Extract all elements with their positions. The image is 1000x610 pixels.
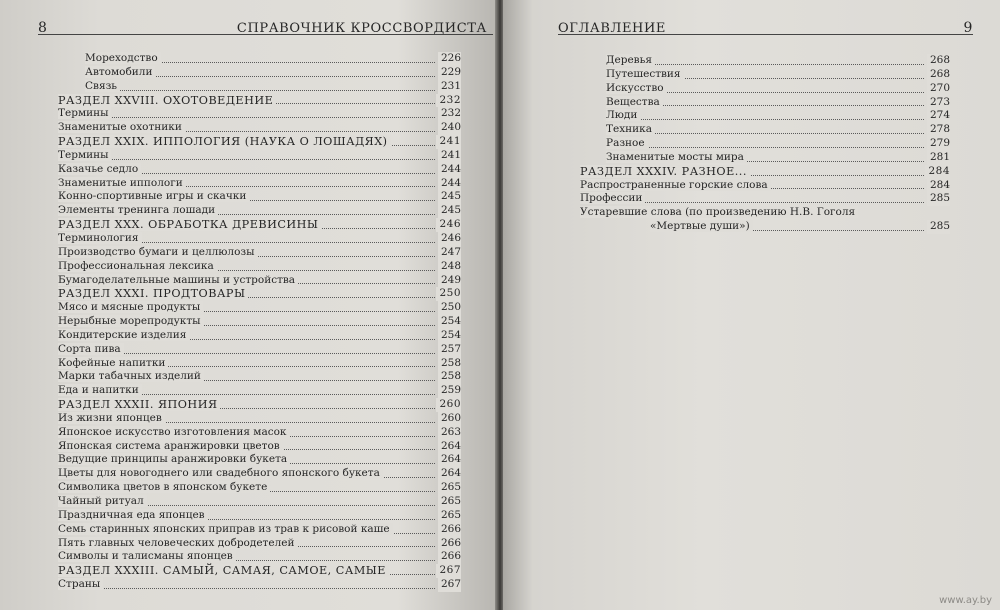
toc-entry-title-text: Путешествия bbox=[606, 68, 684, 80]
toc-entry-title-text: Знаменитые охотники bbox=[58, 121, 185, 133]
toc-entry bbox=[580, 82, 950, 96]
toc-page-number: 232 bbox=[438, 107, 461, 121]
toc-entry-title-text: Бумагоделательные машины и устройства bbox=[58, 274, 298, 286]
toc-entry-title bbox=[58, 467, 383, 481]
watermark: www.ay.by bbox=[939, 595, 992, 606]
toc-page-number: 240 bbox=[438, 121, 461, 135]
toc-page-number: 264 bbox=[438, 440, 461, 454]
toc-entry-title bbox=[58, 357, 168, 371]
toc-page-number: 245 bbox=[438, 204, 461, 218]
toc-entry-title-text: Термины bbox=[58, 107, 111, 119]
toc-entry-title-text: Конно-спортивные игры и скачки bbox=[58, 190, 249, 202]
toc-page-number: 267 bbox=[438, 578, 461, 592]
toc-entry bbox=[58, 523, 461, 537]
toc-page-number: 267 bbox=[436, 564, 461, 578]
toc-entry-title-text: Знаменитые иппологи bbox=[58, 177, 186, 189]
toc-entry bbox=[58, 246, 461, 260]
toc-entry-title-text: Ведущие принципы аранжировки букета bbox=[58, 453, 290, 465]
toc-entry bbox=[58, 426, 461, 440]
toc-entry bbox=[580, 54, 950, 68]
toc-entry-title bbox=[58, 218, 321, 232]
toc-entry bbox=[58, 329, 461, 343]
left-page-number: 8 bbox=[38, 20, 48, 36]
left-toc-list bbox=[58, 52, 461, 592]
toc-entry bbox=[58, 550, 461, 564]
toc-entry-title bbox=[58, 107, 111, 121]
left-running-head bbox=[38, 14, 493, 35]
toc-entry-title-text: Японская система аранжировки цветов bbox=[58, 440, 283, 452]
right-page-number: 9 bbox=[963, 20, 973, 36]
toc-section-heading bbox=[58, 218, 461, 232]
toc-entry-title bbox=[606, 96, 663, 110]
toc-entry bbox=[58, 260, 461, 274]
toc-entry-title bbox=[58, 121, 185, 135]
toc-entry-title bbox=[606, 109, 640, 123]
toc-entry bbox=[58, 163, 461, 177]
toc-entry-title-text: Автомобили bbox=[85, 66, 155, 78]
toc-entry-title bbox=[58, 301, 203, 315]
toc-page-number: 246 bbox=[438, 232, 461, 246]
toc-entry-title-text: Из жизни японцев bbox=[58, 412, 165, 424]
toc-entry-title bbox=[650, 220, 753, 234]
toc-page-number: 265 bbox=[438, 509, 461, 523]
toc-entry-title-text: Термины bbox=[58, 149, 111, 161]
toc-entry-title bbox=[58, 94, 276, 108]
toc-page-number: 285 bbox=[927, 192, 950, 206]
toc-page-number: 250 bbox=[438, 301, 461, 315]
toc-section-heading bbox=[58, 564, 461, 578]
toc-page-number: 241 bbox=[436, 135, 461, 149]
left-page bbox=[0, 0, 497, 610]
toc-entry-title bbox=[58, 453, 290, 467]
toc-leader-dots bbox=[58, 117, 435, 118]
toc-section-heading bbox=[58, 135, 461, 149]
toc-entry-title bbox=[580, 179, 771, 193]
toc-page-number: 258 bbox=[438, 370, 461, 384]
toc-entry-title-text: Праздничная еда японцев bbox=[58, 509, 208, 521]
toc-entry-title-text: Символика цветов в японском букете bbox=[58, 481, 270, 493]
toc-entry-title bbox=[58, 329, 189, 343]
toc-page-number: 254 bbox=[438, 329, 461, 343]
toc-entry-title bbox=[58, 204, 218, 218]
toc-entry-title-text: РАЗДЕЛ XXXI. ПРОДТОВАРЫ bbox=[58, 287, 248, 300]
left-running-head-title: СПРАВОЧНИК КРОССВОРДИСТА bbox=[236, 21, 487, 36]
toc-page-number: 250 bbox=[436, 287, 461, 301]
toc-entry-title bbox=[606, 54, 655, 68]
toc-entry-title bbox=[58, 440, 283, 454]
toc-leader-dots bbox=[85, 90, 435, 91]
toc-entry bbox=[58, 357, 461, 371]
toc-page-number: 247 bbox=[438, 246, 461, 260]
toc-entry-title-text: Вещества bbox=[606, 96, 663, 108]
toc-page-number: 241 bbox=[438, 149, 461, 163]
toc-entry bbox=[58, 232, 461, 246]
toc-page-number: 266 bbox=[438, 523, 461, 537]
toc-page-number: 278 bbox=[927, 123, 950, 137]
toc-page-number: 284 bbox=[927, 179, 950, 193]
toc-page-number: 257 bbox=[438, 343, 461, 357]
toc-entry-title-text: Кондитерские изделия bbox=[58, 329, 189, 341]
toc-entry-title-text: РАЗДЕЛ XXVIII. ОХОТОВЕДЕНИЕ bbox=[58, 94, 276, 107]
toc-entry bbox=[58, 121, 461, 135]
toc-entry-title-text: РАЗДЕЛ XXXII. ЯПОНИЯ bbox=[58, 398, 220, 411]
toc-entry-title-text: РАЗДЕЛ XXIX. ИППОЛОГИЯ (НАУКА О ЛОШАДЯХ) bbox=[58, 135, 391, 148]
right-running-head bbox=[558, 14, 973, 35]
toc-page-number: 248 bbox=[438, 260, 461, 274]
toc-section-heading bbox=[58, 398, 461, 412]
toc-entry-title bbox=[58, 523, 393, 537]
toc-page-number: 246 bbox=[436, 218, 461, 232]
toc-page-number: 254 bbox=[438, 315, 461, 329]
toc-section-heading bbox=[58, 94, 461, 108]
toc-entry-title bbox=[58, 481, 270, 495]
toc-page-number: 244 bbox=[438, 177, 461, 191]
toc-entry-title-text: Связь bbox=[85, 80, 120, 92]
toc-entry bbox=[58, 177, 461, 191]
toc-page-number: 258 bbox=[438, 357, 461, 371]
toc-entry-title-text: Кофейные напитки bbox=[58, 357, 168, 369]
toc-entry-title bbox=[606, 137, 648, 151]
toc-page-number: 260 bbox=[438, 412, 461, 426]
toc-entry bbox=[58, 370, 461, 384]
toc-leader-dots bbox=[606, 147, 924, 148]
toc-entry-title bbox=[606, 82, 667, 96]
toc-leader-dots bbox=[58, 159, 435, 160]
toc-entry-title-text: Семь старинных японских приправ из трав к рисовой каше bbox=[58, 523, 393, 535]
toc-entry-title bbox=[85, 66, 155, 80]
toc-entry-title bbox=[58, 509, 208, 523]
toc-page-number: 260 bbox=[436, 398, 461, 412]
toc-entry bbox=[580, 192, 950, 206]
toc-entry-title-text: Еда и напитки bbox=[58, 384, 142, 396]
toc-entry bbox=[58, 80, 461, 94]
toc-entry-title bbox=[58, 370, 204, 384]
toc-entry-title bbox=[58, 412, 165, 426]
toc-entry bbox=[58, 274, 461, 288]
toc-page-number: 226 bbox=[438, 52, 461, 66]
toc-entry-title-text: Профессиональная лексика bbox=[58, 260, 217, 272]
toc-page-number: 273 bbox=[927, 96, 950, 110]
right-toc-list bbox=[580, 54, 950, 234]
toc-entry-title-text: «Мертвые души») bbox=[650, 220, 753, 232]
toc-entry bbox=[58, 52, 461, 66]
toc-entry-title bbox=[58, 384, 142, 398]
toc-entry-title-text: РАЗДЕЛ XXXIII. САМЫЙ, САМАЯ, САМОЕ, САМЫЕ bbox=[58, 564, 389, 577]
toc-entry-title-text: Техника bbox=[606, 123, 655, 135]
toc-entry bbox=[58, 495, 461, 509]
toc-entry-title bbox=[58, 163, 141, 177]
toc-entry-title-text: Казачье седло bbox=[58, 163, 141, 175]
toc-entry-title bbox=[58, 232, 142, 246]
toc-page-number: 244 bbox=[438, 163, 461, 177]
toc-entry-title-text: Пять главных человеческих добродетелей bbox=[58, 537, 297, 549]
toc-entry bbox=[580, 68, 950, 82]
right-running-head-title: ОГЛАВЛЕНИЕ bbox=[558, 21, 667, 36]
toc-page-number: 274 bbox=[927, 109, 950, 123]
toc-leader-dots bbox=[58, 588, 435, 589]
toc-entry bbox=[580, 206, 950, 220]
right-page bbox=[503, 0, 1000, 610]
toc-entry-title-text: Страны bbox=[58, 578, 103, 590]
toc-entry bbox=[58, 578, 461, 592]
toc-entry-title-text: Элементы тренинга лошади bbox=[58, 204, 218, 216]
toc-entry-title-text: Устаревшие слова (по произведению Н.В. Гоголя bbox=[580, 206, 858, 218]
toc-entry bbox=[58, 384, 461, 398]
toc-page-number: 268 bbox=[927, 54, 950, 68]
toc-page-number: 268 bbox=[927, 68, 950, 82]
toc-entry-title bbox=[606, 68, 684, 82]
toc-entry-title bbox=[85, 52, 161, 66]
toc-entry bbox=[58, 343, 461, 357]
toc-entry bbox=[580, 179, 950, 193]
toc-entry-title bbox=[58, 135, 391, 149]
toc-entry bbox=[580, 96, 950, 110]
toc-entry bbox=[58, 190, 461, 204]
toc-entry-title bbox=[58, 564, 389, 578]
toc-entry bbox=[58, 412, 461, 426]
toc-entry bbox=[580, 109, 950, 123]
toc-entry-title-text: Знаменитые мосты мира bbox=[606, 151, 747, 163]
toc-entry-title bbox=[58, 398, 220, 412]
toc-entry bbox=[58, 301, 461, 315]
toc-entry bbox=[58, 149, 461, 163]
toc-page-number: 270 bbox=[927, 82, 950, 96]
toc-page-number: 231 bbox=[438, 80, 461, 94]
toc-entry-title bbox=[58, 190, 249, 204]
toc-entry-title bbox=[58, 246, 258, 260]
toc-entry bbox=[58, 453, 461, 467]
toc-entry-title bbox=[58, 578, 103, 592]
toc-entry-title-text: РАЗДЕЛ XXXIV. РАЗНОЕ... bbox=[580, 165, 750, 178]
toc-page-number: 264 bbox=[438, 453, 461, 467]
toc-entry-title bbox=[580, 206, 858, 220]
toc-page-number: 285 bbox=[927, 220, 950, 234]
toc-entry-title bbox=[58, 343, 124, 357]
toc-entry bbox=[580, 137, 950, 151]
toc-entry-title bbox=[58, 315, 204, 329]
toc-page-number: 232 bbox=[436, 94, 461, 108]
toc-entry-title bbox=[58, 287, 248, 301]
toc-entry-title-text: Сорта пива bbox=[58, 343, 124, 355]
toc-entry-title-text: Профессии bbox=[580, 192, 645, 204]
toc-entry-title bbox=[58, 274, 298, 288]
toc-entry-title bbox=[58, 177, 186, 191]
toc-entry-title-text: Символы и талисманы японцев bbox=[58, 550, 236, 562]
toc-entry-title-text: РАЗДЕЛ XXX. ОБРАБОТКА ДРЕВИСИНЫ bbox=[58, 218, 321, 231]
toc-section-heading bbox=[58, 287, 461, 301]
toc-page-number: 281 bbox=[927, 151, 950, 165]
toc-entry-title bbox=[580, 192, 645, 206]
toc-entry-title-text: Деревья bbox=[606, 54, 655, 66]
toc-page-number: 266 bbox=[438, 550, 461, 564]
toc-entry-title-text: Японское искусство изготовления масок bbox=[58, 426, 290, 438]
toc-leader-dots bbox=[606, 119, 924, 120]
toc-entry-title bbox=[58, 537, 297, 551]
toc-entry-title-text: Производство бумаги и целлюлозы bbox=[58, 246, 258, 258]
toc-entry bbox=[58, 204, 461, 218]
toc-page-number: 249 bbox=[438, 274, 461, 288]
toc-entry-title-text: Нерыбные морепродукты bbox=[58, 315, 204, 327]
toc-entry-title bbox=[606, 151, 747, 165]
toc-entry-title-text: Терминология bbox=[58, 232, 142, 244]
toc-entry-title bbox=[85, 80, 120, 94]
toc-entry-title-text: Искусство bbox=[606, 82, 667, 94]
toc-page-number: 245 bbox=[438, 190, 461, 204]
toc-entry-title-text: Мясо и мясные продукты bbox=[58, 301, 203, 313]
toc-entry-title-text: Марки табачных изделий bbox=[58, 370, 204, 382]
toc-page-number: 266 bbox=[438, 537, 461, 551]
toc-entry bbox=[580, 220, 950, 234]
toc-entry-title-text: Люди bbox=[606, 109, 640, 121]
toc-entry bbox=[580, 151, 950, 165]
toc-entry-title-text: Чайный ритуал bbox=[58, 495, 147, 507]
toc-entry-title bbox=[58, 260, 217, 274]
toc-entry-title-text: Мореходство bbox=[85, 52, 161, 64]
toc-entry-title bbox=[58, 495, 147, 509]
toc-page-number: 264 bbox=[438, 467, 461, 481]
toc-page-number: 279 bbox=[927, 137, 950, 151]
toc-page-number: 265 bbox=[438, 495, 461, 509]
toc-entry-title bbox=[606, 123, 655, 137]
toc-page-number: 263 bbox=[438, 426, 461, 440]
toc-entry-title bbox=[58, 426, 290, 440]
toc-entry-title bbox=[58, 149, 111, 163]
toc-section-heading bbox=[580, 165, 950, 179]
toc-page-number: 229 bbox=[438, 66, 461, 80]
toc-entry-title bbox=[580, 165, 750, 179]
toc-entry bbox=[58, 66, 461, 80]
toc-page-number: 284 bbox=[925, 165, 950, 179]
toc-entry bbox=[58, 107, 461, 121]
toc-entry bbox=[580, 123, 950, 137]
toc-entry bbox=[58, 509, 461, 523]
toc-entry bbox=[58, 467, 461, 481]
toc-entry-title-text: Распространенные горские слова bbox=[580, 179, 771, 191]
toc-entry-title-text: Разное bbox=[606, 137, 648, 149]
toc-entry-title bbox=[58, 550, 236, 564]
toc-entry-title-text: Цветы для новогоднего или свадебного японского букета bbox=[58, 467, 383, 479]
toc-entry bbox=[58, 315, 461, 329]
toc-entry bbox=[58, 440, 461, 454]
toc-page-number: 259 bbox=[438, 384, 461, 398]
toc-entry bbox=[58, 481, 461, 495]
toc-page-number: 265 bbox=[438, 481, 461, 495]
toc-entry bbox=[58, 537, 461, 551]
